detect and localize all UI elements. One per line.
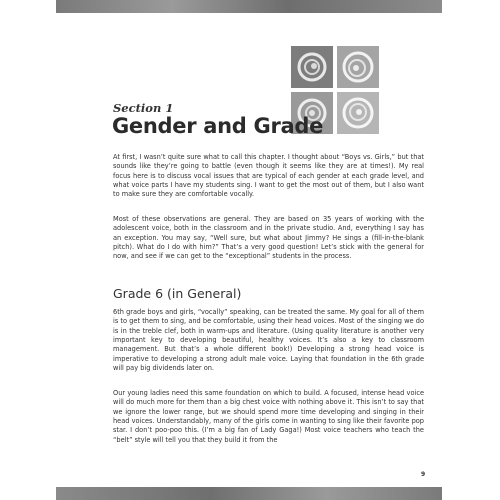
- paragraph: At first, I wasn’t quite sure what to call this chapter. I thought about “Boys vs. Girls,” but that sounds like they’re going to battle (even though it seems like they are at times!). My real focus here is to discuss vocal issues that are typical of each gender at each grade level, and what voice parts I have my students sing. I want to get the most out of them, but I also want to make sure they are comfortable vocally.: [113, 153, 424, 199]
- section-label: Section 1: [113, 101, 174, 115]
- paragraph: 6th grade boys and girls, “vocally” speaking, can be treated the same. My goal for all of them is to get them to sing, and be comfortable, using their head voices. Most of the singing we do is in the treble clef, both in warm-ups and literature. (Using quality literature is another very important key to developing beautiful, healthy voices. It’s also a key to classroom management. But that’s a whole different book!) Developing a strong head voice is imperative to developing a strong adult male voice. Laying that foundation in the 6th grade will pay big dividends later on.: [113, 308, 424, 373]
- swirl-icon: [337, 92, 379, 134]
- swirl-icon: [291, 46, 333, 88]
- paragraph: Our young ladies need this same foundation on which to build. A focused, intense head voice will do much more for them than a big chest voice with nothing above it. This isn’t to say that we ignore the lower range, but we should spend more time developing and singing in their head voices. Understandably, many of the girls come in wanting to sing like their favorite pop star. I don’t poo-poo this. (I’m a big fan of Lady Gaga!) Most voice teachers who teach the “belt” style will tell you that they build it from the: [113, 389, 424, 444]
- paragraph: Most of these observations are general. They are based on 35 years of working with the adolescent voice, both in the classroom and in the private studio. And, everything I say has an exception. You may say, “Well sure, but what about Jimmy? He sings a (fill-in-the-blank pitch). What do I do with him?” That’s a very good question! Let’s stick with the general for now, and see if we can get to the “exceptional” students in the process.: [113, 215, 424, 261]
- swirl-icon: [337, 46, 379, 88]
- top-decorative-bar: [56, 0, 442, 13]
- bottom-decorative-bar: [56, 487, 442, 500]
- subheading: Grade 6 (in General): [113, 286, 242, 301]
- chapter-title: Gender and Grade: [112, 114, 324, 138]
- page-number: 9: [421, 471, 426, 478]
